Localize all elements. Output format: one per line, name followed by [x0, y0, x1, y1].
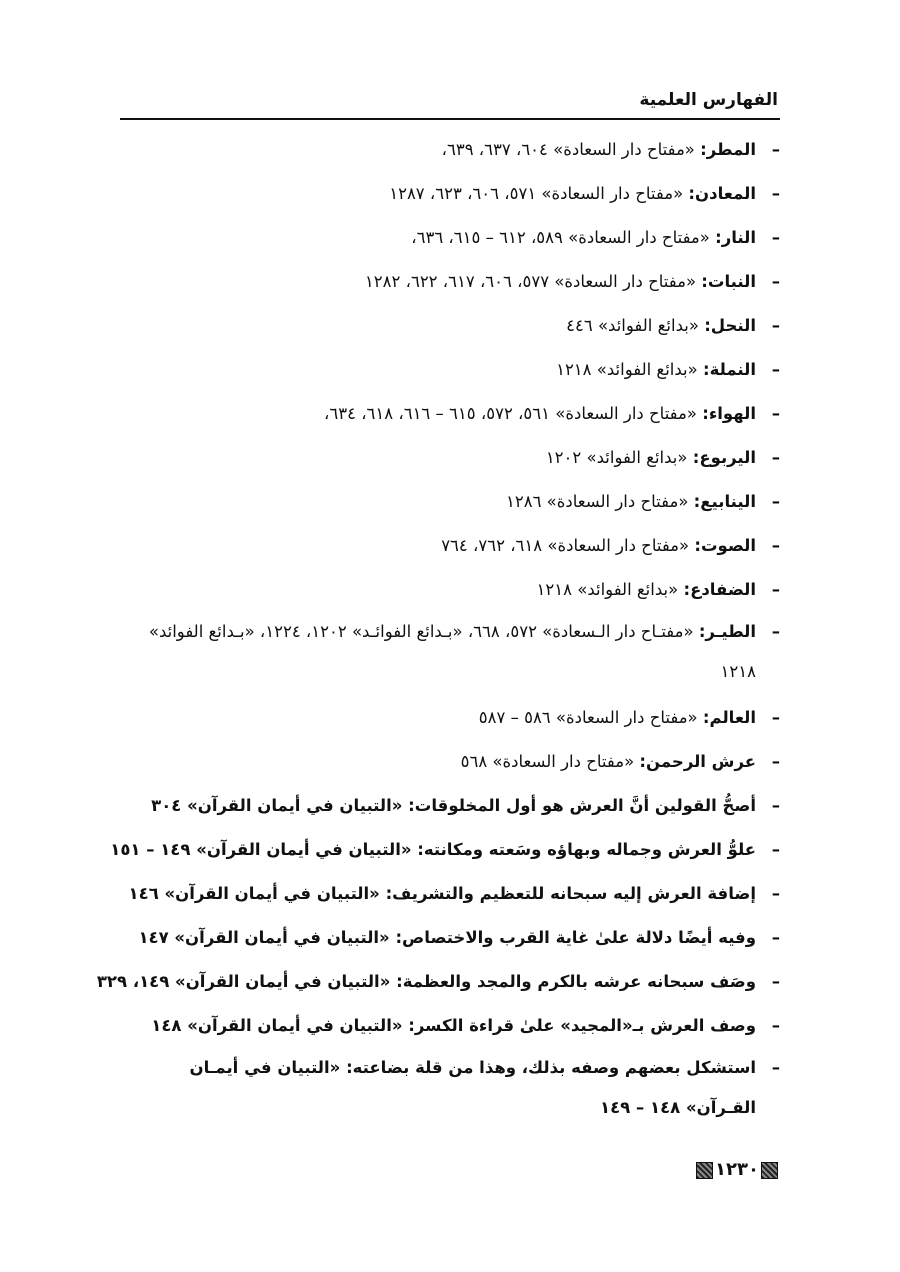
entry-refs: «التبيان في أيمـان القـرآن» ١٤٨ – ١٤٩ [189, 1058, 756, 1117]
index-entry [120, 1048, 780, 1132]
index-entry [120, 480, 780, 524]
entry-dash: – [771, 884, 780, 903]
entry-dash: – [771, 1058, 780, 1077]
index-entry [96, 960, 780, 1004]
entry-dash: – [771, 228, 780, 247]
header-rule [120, 118, 780, 120]
entry-dash: – [771, 272, 780, 291]
entry-refs: «مفتاح دار السعادة» ٥٦٨ [460, 752, 640, 771]
entry-dash: – [771, 1016, 780, 1035]
entry-dash: – [771, 404, 780, 423]
entry-refs: «مفتاح دار السعادة» ٥٨٦ – ٥٨٧ [478, 708, 703, 727]
ornament-icon [696, 1162, 713, 1179]
entry-dash: – [771, 492, 780, 511]
index-entry [120, 216, 780, 260]
entry-term: علوُّ العرش وجماله وبهاؤه وسَعته ومكانته: [417, 840, 756, 859]
entry-term: النبات: [701, 272, 756, 291]
entry-refs: «التبيان في أيمان القرآن» ١٤٧ [138, 928, 396, 947]
entry-refs: «بدائع الفوائد» ١٢١٨ [556, 360, 703, 379]
entry-dash: – [771, 752, 780, 771]
entry-refs: «التبيان في أيمان القرآن» ١٤٩، ٣٢٩ [96, 972, 397, 991]
index-entry [120, 260, 780, 304]
index-entry [120, 696, 780, 740]
page-footer [696, 1160, 778, 1180]
entry-dash: – [771, 536, 780, 555]
entry-term: الضفادع: [683, 580, 756, 599]
index-entry [120, 524, 780, 568]
entry-term: الطيـر: [698, 622, 756, 641]
entry-dash: – [771, 972, 780, 991]
entry-refs: «التبيان في أيمان القرآن» ١٤٨ [151, 1016, 409, 1035]
entry-dash: – [771, 580, 780, 599]
entry-refs: «التبيان في أيمان القرآن» ١٤٩ – ١٥١ [110, 840, 418, 859]
entry-refs: «بدائع الفوائد» ١٢٠٢ [545, 448, 693, 467]
entry-dash: – [771, 928, 780, 947]
entry-dash: – [771, 184, 780, 203]
entry-refs: «مفتـاح دار الـسعادة» ٥٧٢، ٦٦٨، «بـدائع الفوائـد» ١٢٠٢، ١٢٢٤، «بـدائع الفوائد» ١٢١٨ [148, 622, 756, 681]
entry-dash: – [771, 140, 780, 159]
entry-term: النحل: [704, 316, 756, 335]
entry-refs: «التبيان في أيمان القرآن» ١٤٦ [128, 884, 386, 903]
entry-dash: – [771, 360, 780, 379]
entry-refs: «مفتاح دار السعادة» ٦٠٤، ٦٣٧، ٦٣٩، [441, 140, 701, 159]
index-entry [120, 348, 780, 392]
entry-dash: – [771, 708, 780, 727]
page-number: ١٢٣٠ [715, 1159, 759, 1180]
index-entry-list [96, 128, 780, 1132]
entry-refs: «مفتاح دار السعادة» ٥٧١، ٦٠٦، ٦٢٣، ١٢٨٧ [389, 184, 689, 203]
index-entry [120, 612, 780, 696]
entry-refs: «بدائع الفوائد» ٤٤٦ [566, 316, 705, 335]
index-entry [110, 828, 780, 872]
index-entry [120, 392, 780, 436]
entry-term: الصوت: [694, 536, 756, 555]
entry-dash: – [771, 448, 780, 467]
entry-term: النار: [715, 228, 756, 247]
entry-refs: «التبيان في أيمان القرآن» ٣٠٤ [151, 796, 409, 815]
index-entry [120, 436, 780, 480]
entry-term: إضافة العرش إليه سبحانه للتعظيم والتشريف: [385, 884, 756, 903]
entry-refs: «مفتاح دار السعادة» ٥٧٧، ٦٠٦، ٦١٧، ٦٢٢، ١٢٨٢ [364, 272, 702, 291]
index-entry [120, 740, 780, 784]
entry-term: المطر: [700, 140, 756, 159]
entry-dash: – [771, 840, 780, 859]
running-header-title: الفهارس العلمية [639, 90, 778, 110]
entry-term: عرش الرحمن: [639, 752, 756, 771]
entry-refs: «مفتاح دار السعادة» ٦١٨، ٧٦٢، ٧٦٤ [441, 536, 695, 555]
ornament-icon [761, 1162, 778, 1179]
entry-term: اليربوع: [692, 448, 756, 467]
index-entry [120, 1004, 780, 1048]
entry-term: استشكل بعضهم وصفه بذلك، وهذا من قلة بضاعته: [346, 1058, 756, 1077]
entry-refs: «مفتاح دار السعادة» ١٢٨٦ [505, 492, 694, 511]
entry-dash: – [771, 622, 780, 641]
index-entry [120, 568, 780, 612]
index-entry [120, 128, 780, 172]
entry-term: النملة: [703, 360, 756, 379]
entry-refs: «مفتاح دار السعادة» ٥٦١، ٥٧٢، ٦١٥ – ٦١٦، ٦١٨، ٦٣٤، [324, 404, 703, 423]
entry-term: وفيه أيضًا دلالة علىٰ غاية القرب والاختصاص: [395, 928, 756, 947]
index-entry [120, 304, 780, 348]
entry-term: الهواء: [702, 404, 756, 423]
entry-term: أصحُّ القولين أنَّ العرش هو أول المخلوقات: [408, 796, 756, 815]
entry-dash: – [771, 796, 780, 815]
index-entry [120, 172, 780, 216]
entry-term: المعادن: [688, 184, 756, 203]
index-entry [120, 916, 780, 960]
index-entry [120, 872, 780, 916]
entry-refs: «مفتاح دار السعادة» ٥٨٩، ٦١٢ – ٦١٥، ٦٣٦، [411, 228, 716, 247]
entry-term: الينابيع: [693, 492, 756, 511]
entry-term: العالم: [702, 708, 756, 727]
entry-term: وصَف سبحانه عرشه بالكرم والمجد والعظمة: [396, 972, 756, 991]
entry-term: وصف العرش بـ«المجيد» علىٰ قراءة الكسر: [408, 1016, 756, 1035]
entry-refs: «بدائع الفوائد» ١٢١٨ [536, 580, 684, 599]
index-entry [120, 784, 780, 828]
entry-dash: – [771, 316, 780, 335]
